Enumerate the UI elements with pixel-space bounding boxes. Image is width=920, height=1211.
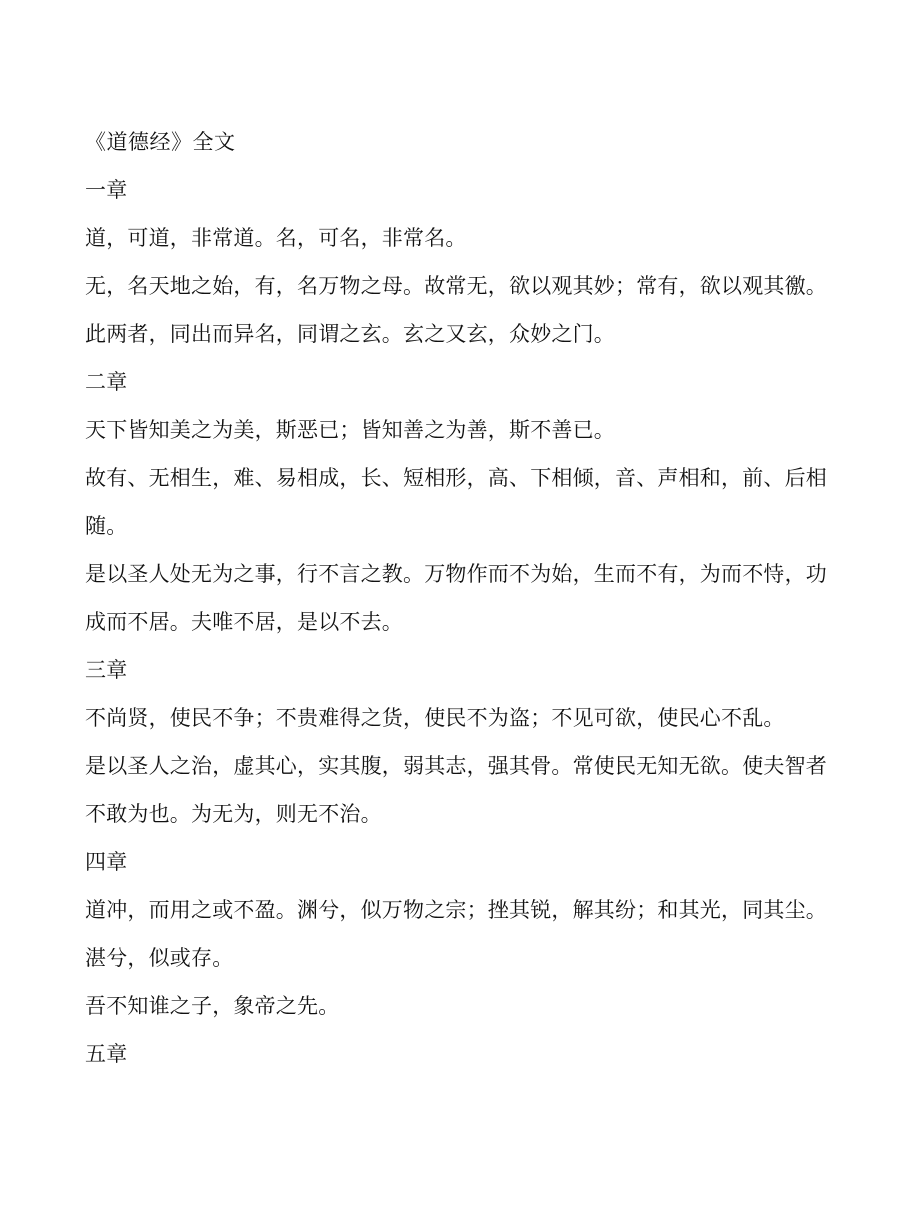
text-line: 不敢为也。为无为，则无不治。 [85,802,382,826]
text-line: 道，可道，非常道。名，可名，非常名。 [85,226,467,250]
text-line: 故有、无相生，难、易相成，长、短相形，高、下相倾，音、声相和，前、后相 [85,466,827,490]
text-line: 湛兮，似或存。 [85,946,234,970]
text-line: 是以圣人之治，虚其心，实其腹，弱其志，强其骨。常使民无知无欲。使夫智者 [85,754,827,778]
text-line: 无，名天地之始，有，名万物之母。故常无，欲以观其妙；常有，欲以观其徼。 [85,274,827,298]
text-line: 成而不居。夫唯不居，是以不去。 [85,610,403,634]
text-line: 天下皆知美之为美，斯恶已；皆知善之为善，斯不善已。 [85,418,615,442]
text-line: 此两者，同出而异名，同谓之玄。玄之又玄，众妙之门。 [85,322,615,346]
chapter-heading-1: 一章 [85,178,128,202]
document-page [85,118,845,1078]
text-line: 道冲，而用之或不盈。渊兮，似万物之宗；挫其锐，解其纷；和其光，同其尘。 [85,898,827,922]
chapter-heading-3: 三章 [85,658,128,682]
chapter-heading-2: 二章 [85,370,128,394]
chapter-heading-5: 五章 [85,1042,128,1066]
chapter-heading-4: 四章 [85,850,128,874]
text-line: 吾不知谁之子，象帝之先。 [85,994,340,1018]
text-line: 是以圣人处无为之事，行不言之教。万物作而不为始，生而不有，为而不恃，功 [85,562,827,586]
text-line: 不尚贤，使民不争；不贵难得之货，使民不为盗；不见可欲，使民心不乱。 [85,706,785,730]
document-title: 《道德经》全文 [85,130,236,154]
text-line: 随。 [85,514,128,538]
